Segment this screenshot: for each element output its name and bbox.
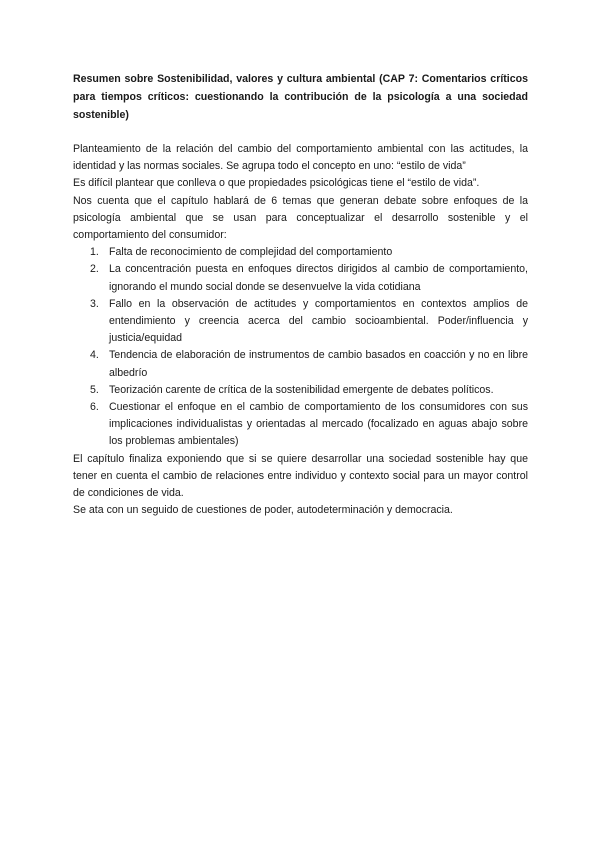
list-item [73, 382, 528, 399]
list-item-number: 3. [90, 297, 99, 310]
list-item [73, 347, 528, 381]
list-item-text: Teorización carente de crítica de la sostenibilidad emergente de debates políticos. [109, 383, 494, 396]
list-item-number: 6. [90, 401, 99, 414]
list-item-text: La concentración puesta en enfoques directos dirigidos al cambio de comportamiento, ignorando el mundo social donde se desenvuelve la vida cotidiana [109, 263, 528, 293]
intro-paragraph-2: Es difícil plantear que conlleva o que propiedades psicológicas tiene el “estilo de vida”. [73, 177, 480, 190]
list-item-text: Tendencia de elaboración de instrumentos de cambio basados en coacción y no en libre albedrío [109, 349, 528, 379]
closing-paragraph-2: Se ata con un seguido de cuestiones de poder, autodeterminación y democracia. [73, 504, 453, 517]
list-item [73, 244, 528, 261]
list-item [73, 296, 528, 348]
document-page [73, 70, 528, 519]
list-item-number: 5. [90, 383, 99, 396]
topics-list [73, 244, 528, 450]
list-item [73, 261, 528, 295]
intro-paragraph-3: Nos cuenta que el capítulo hablará de 6 temas que generan debate sobre enfoques de la psicología ambiental que se usan para conceptualizar el desarrollo sostenible y el comportamiento del consumidor: [73, 194, 528, 242]
list-item [73, 399, 528, 451]
document-title: Resumen sobre Sostenibilidad, valores y cultura ambiental (CAP 7: Comentarios críticos para tiempos críticos: cuestionando la contribución de la psicología a una sociedad sostenible) [73, 73, 528, 121]
list-item-number: 2. [90, 263, 99, 276]
list-item-text: Falta de reconocimiento de complejidad del comportamiento [109, 246, 393, 259]
list-item-number: 1. [90, 246, 99, 259]
intro-paragraph-1: Planteamiento de la relación del cambio del comportamiento ambiental con las actitudes, la identidad y las normas sociales. Se agrupa todo el concepto en uno: “estilo de vida” [73, 143, 528, 173]
list-item-number: 4. [90, 349, 99, 362]
list-item-text: Fallo en la observación de actitudes y comportamientos en contextos amplios de entendimiento y creencia acerca del cambio socioambiental. Poder/influencia y justicia/equidad [109, 297, 528, 345]
closing-paragraph-1: El capítulo finaliza exponiendo que si se quiere desarrollar una sociedad sostenible hay que tener en cuenta el cambio de relaciones entre individuo y contexto social para un mayor control de condiciones de vida. [73, 452, 528, 500]
list-item-text: Cuestionar el enfoque en el cambio de comportamiento de los consumidores con sus implicaciones individualistas y orientadas al mercado (focalizado en aguas abajo sobre los problemas ambientales) [109, 401, 528, 448]
spacer [73, 124, 528, 141]
